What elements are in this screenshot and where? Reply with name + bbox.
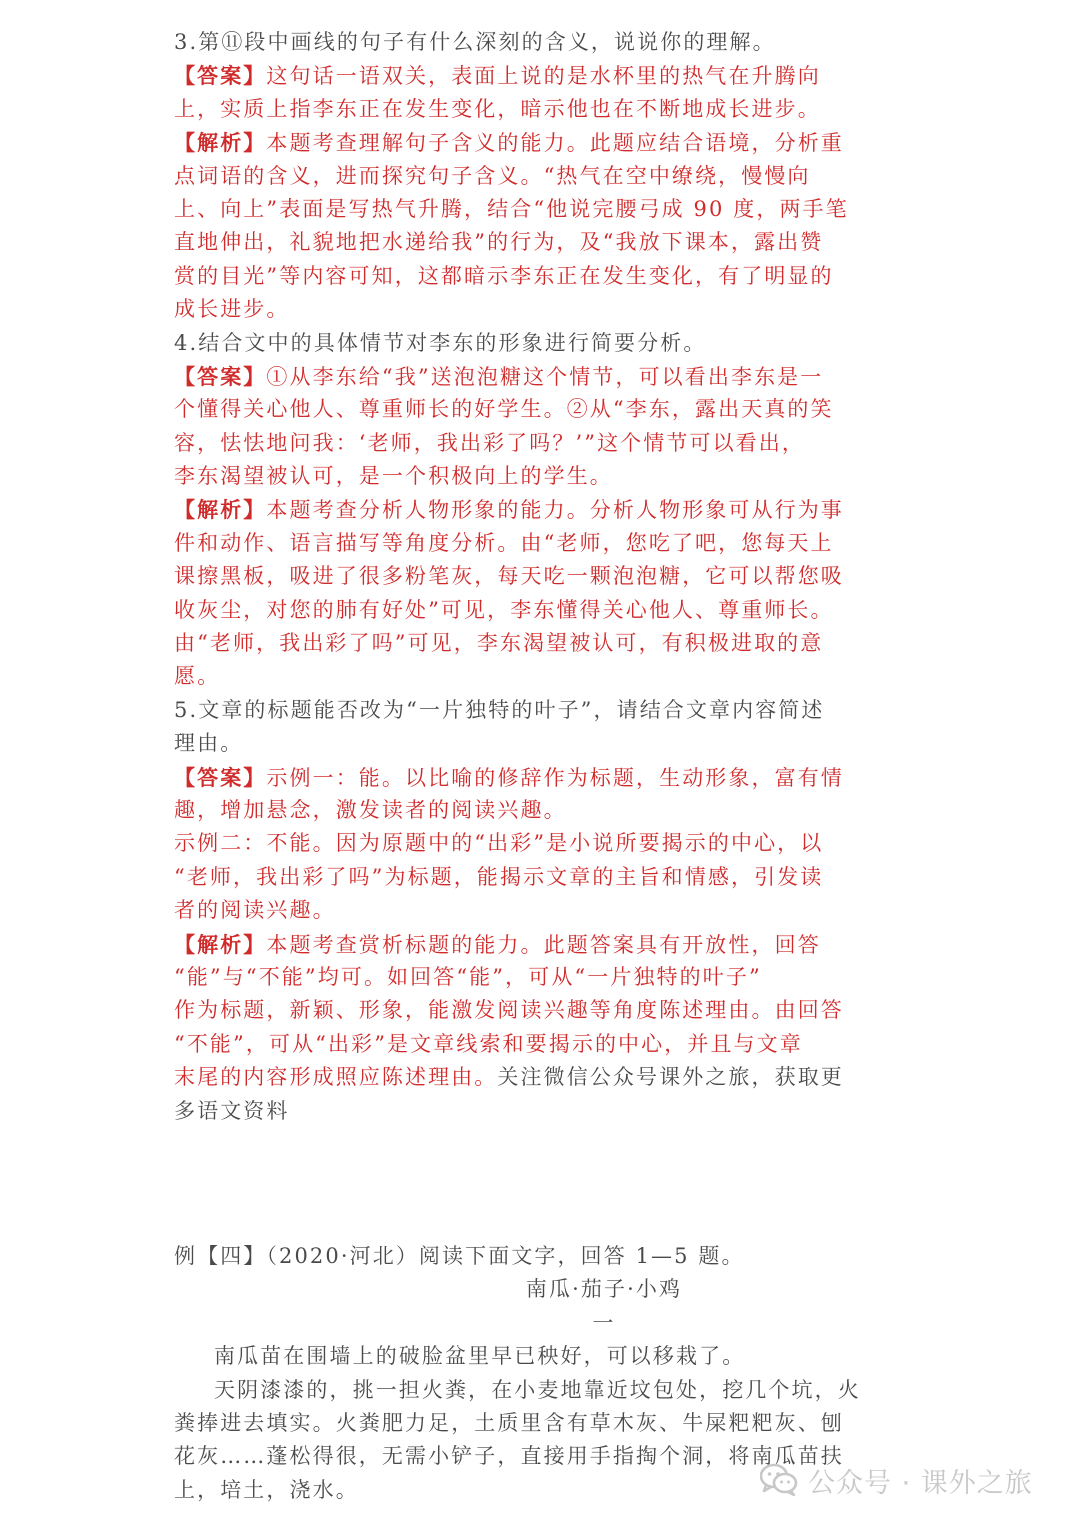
q5-answer-line-5: 者的阅读兴趣。: [174, 898, 336, 923]
watermark-text: 公众号 · 课外之旅: [808, 1467, 1033, 1499]
analysis-text: 本题考查分析人物形象的能力。分析人物形象可从行为事: [266, 498, 844, 523]
q5-answer-line-1: [174, 761, 904, 794]
q3-analysis-line-1: [174, 126, 904, 159]
q4-answer-line-1: [174, 360, 904, 393]
q5-analysis-line-1: [174, 928, 904, 961]
q4-question: 4.结合文中的具体情节对李东的形象进行简要分析。: [174, 330, 707, 355]
analysis-text: 末尾的内容形成照应陈述理由。: [174, 1065, 498, 1090]
q5-analysis-line-4: “不能”，可从“出彩”是文章线索和要揭示的中心，并且与文章: [174, 1031, 803, 1056]
q4-analysis-line-2: 件和动作、语言描写等角度分析。由“老师，您吃了吧，您每天上: [174, 530, 834, 555]
answer-text: 这句话一语双关，表面上说的是水杯里的热气在升腾向: [266, 64, 821, 89]
q3-analysis-line-4: 直地伸出，礼貌地把水递给我”的行为，及“我放下课本，露出赞: [174, 230, 824, 255]
story-title: 南瓜·茄子·小鸡: [525, 1277, 683, 1302]
q3-answer-line-2: 上，实质上指李东正在发生变化，暗示他也在不断地成长进步。: [174, 96, 821, 121]
q4-analysis-line-3: 课擦黑板，吸进了很多粉笔灰，每天吃一颗泡泡糖，它可以帮您吸: [174, 564, 844, 589]
q5-question-line-2: 理由。: [174, 731, 244, 756]
answer-tag: 【答案】: [174, 63, 267, 89]
q5-question-line-1: 5.文章的标题能否改为“一片独特的叶子”，请结合文章内容简述: [174, 697, 825, 722]
analysis-text: 本题考查理解句子含义的能力。此题应结合语境，分析重: [266, 131, 844, 156]
story-paragraph-1: 南瓜苗在围墙上的破脸盆里早已秧好，可以移栽了。: [214, 1344, 746, 1369]
q5-analysis-line-5: [174, 1061, 904, 1094]
q3-analysis-line-2: 点词语的含义，进而探究句子含义。“热气在空中缭绕，慢慢向: [174, 163, 811, 188]
q5-answer-line-3: 示例二：不能。因为原题中的“出彩”是小说所要揭示的中心，以: [174, 831, 824, 856]
wechat-icon: [760, 1463, 798, 1497]
analysis-tag: 【解析】: [174, 130, 267, 156]
q4-analysis-line-6: 愿。: [174, 664, 221, 689]
watermark: [760, 1458, 1033, 1502]
story-paragraph-2-line-4: 上，培土，浇水。: [174, 1477, 359, 1502]
q3-analysis-line-6: 成长进步。: [174, 297, 290, 322]
q5-answer-line-4: “老师，我出彩了吗”为标题，能揭示文章的主旨和情感，引发读: [174, 864, 824, 889]
answer-tag: 【答案】: [174, 764, 267, 790]
promo-text: 关注微信公众号课外之旅，获取更: [497, 1065, 844, 1090]
analysis-tag: 【解析】: [174, 497, 267, 523]
q4-analysis-line-4: 收灰尘，对您的肺有好处”可见，李东懂得关心他人、尊重师长。: [174, 597, 834, 622]
q3-analysis-line-3: 上、向上”表面是写热气升腾，结合“他说完腰弓成 90 度，两手笔: [174, 196, 849, 221]
q3-answer-line-1: [174, 59, 904, 92]
story-paragraph-2-line-3: 花灰……蓬松得很，无需小铲子，直接用手指掏个洞，将南瓜苗扶: [174, 1444, 844, 1469]
answer-text: 示例一：能。以比喻的修辞作为标题，生动形象，富有情: [266, 765, 844, 790]
q4-answer-line-3: 容，怯怯地问我：‘老师，我出彩了吗？’”这个情节可以看出，: [174, 430, 805, 455]
q3-question: 3.第⑪段中画线的句子有什么深刻的含义，说说你的理解。: [174, 30, 776, 54]
story-paragraph-2-line-1: 天阴漆漆的，挑一担火粪，在小麦地靠近坟包处，挖几个坑，火: [214, 1377, 861, 1402]
story-section-number: 一: [592, 1310, 616, 1335]
q3-analysis-line-5: 赏的目光”等内容可知，这都暗示李东正在发生变化，有了明显的: [174, 263, 834, 288]
analysis-text: 本题考查赏析标题的能力。此题答案具有开放性，回答: [266, 932, 821, 957]
answer-text: ①从李东给“我”送泡泡糖这个情节，可以看出李东是一: [266, 364, 824, 389]
q4-answer-line-4: 李东渴望被认可，是一个积极向上的学生。: [174, 464, 613, 489]
q5-answer-line-2: 趣，增加悬念，激发读者的阅读兴趣。: [174, 797, 567, 822]
q4-analysis-line-1: [174, 493, 904, 526]
q4-analysis-line-5: 由“老师，我出彩了吗”可见，李东渴望被认可，有积极进取的意: [174, 631, 824, 656]
answers-section: [174, 26, 904, 1128]
answer-tag: 【答案】: [174, 363, 267, 389]
promo-text-line-2: 多语文资料: [174, 1098, 290, 1123]
analysis-tag: 【解析】: [174, 931, 267, 957]
example-heading: 例【四】（2020·河北）阅读下面文字，回答 1—5 题。: [174, 1244, 745, 1268]
q4-answer-line-2: 个懂得关心他人、尊重师长的好学生。②从“李东，露出天真的笑: [174, 397, 834, 422]
q5-analysis-line-2: “能”与“不能”均可。如回答“能”，可从“一片独特的叶子”: [174, 964, 762, 989]
q5-analysis-line-3: 作为标题，新颖、形象，能激发阅读兴趣等角度陈述理由。由回答: [174, 998, 844, 1023]
story-paragraph-2-line-2: 粪捧进去填实。火粪肥力足，土质里含有草木灰、牛屎粑粑灰、刨: [174, 1410, 844, 1435]
